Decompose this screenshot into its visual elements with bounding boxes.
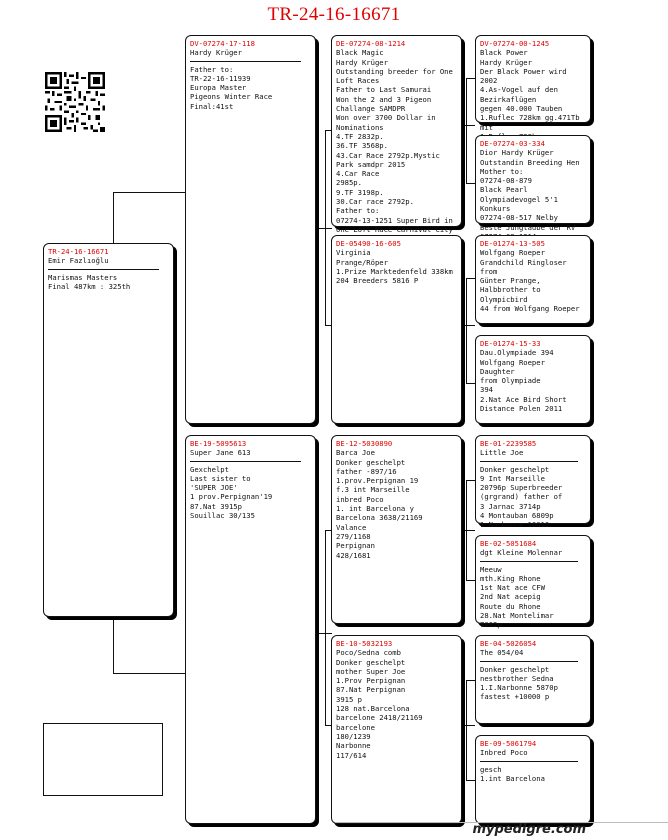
card-line: 4.As-Vogel auf den [480, 85, 558, 95]
card-line: nestbrother Sedna [480, 673, 554, 683]
card-line: 428/1681 [336, 550, 371, 560]
card-line: Poco/Sedna comb [336, 648, 401, 658]
ring-number: BE-19-5095613 [190, 439, 247, 448]
ring-number: TR-24-16-16671 [48, 247, 109, 256]
connector [466, 580, 475, 581]
qr-code-icon [45, 72, 105, 132]
card-line: 87.Nat Perpignan [336, 685, 406, 695]
card-line: (grgrand) father of [480, 492, 563, 502]
card-line: Final:41st [190, 101, 234, 111]
card-line: 1. int Barcelona y [336, 504, 414, 514]
card-separator [480, 461, 578, 462]
card-line: 7062p [480, 620, 502, 630]
card-line: 2nd Nat acepig [480, 592, 541, 602]
pedigree-card-ssd[interactable] [475, 135, 591, 232]
pedigree-card-dss[interactable] [475, 435, 591, 530]
card-line: 43.Car Race 2792p.Mystic [336, 150, 440, 160]
card-line: 'SUPER JOE' [190, 483, 238, 493]
card-line: Marismas Masters [48, 272, 118, 282]
ring-number: BE-12-5030890 [336, 439, 393, 448]
card-line: 279/1168 [336, 531, 371, 541]
connector [462, 125, 475, 126]
card-line: 1.I.Narbonne 5870p [480, 683, 558, 693]
card-line: 128 nat.Barcelona [336, 704, 410, 714]
ring-number: DE-01274-15-33 [480, 339, 541, 348]
connector [113, 616, 114, 673]
card-line: 44 from Wolfgang Roeper [480, 304, 580, 314]
connector [466, 78, 475, 79]
card-separator [190, 461, 301, 462]
card-line: dgt Kleine Molennar [480, 548, 563, 558]
ring-number: BE-01-2239585 [480, 439, 537, 448]
card-line: Donker geschelpt [336, 657, 406, 667]
card-line: f.3 int Marseille [336, 485, 410, 495]
pedigree-card-dsd[interactable] [475, 535, 591, 630]
card-line: Wolfgang Roeper [480, 248, 545, 258]
pedigree-card-sdd[interactable] [475, 335, 591, 424]
card-line: from [480, 266, 498, 276]
card-line: 4 Montauban 6809p [480, 511, 554, 521]
connector [466, 383, 475, 384]
connector [466, 480, 475, 481]
card-line: 9 Int Marseille [480, 473, 545, 483]
pedigree-card-subject[interactable] [43, 243, 174, 617]
card-line: Route du Rhone [480, 601, 541, 611]
card-line: Perpignan [336, 541, 375, 551]
connector [113, 192, 185, 193]
card-line: Gexchelpt [190, 464, 229, 474]
card-line: Hardy Krüger [190, 48, 242, 58]
card-line: 87.Nat 3915p [190, 501, 242, 511]
connector [462, 325, 475, 326]
card-line: Last sister to [190, 473, 251, 483]
ring-number: DE-05490-16-605 [336, 239, 401, 248]
card-line: barcelone 2418/21169 [336, 713, 423, 723]
card-line: 3 Jarnac 3714p [480, 501, 541, 511]
card-line: Meeuw [480, 564, 502, 574]
ring-number: DV-07274-00-1245 [480, 39, 550, 48]
connector [466, 78, 467, 183]
card-line: Hardy Krüger [336, 57, 388, 67]
card-line: Final 487km : 325th [48, 281, 131, 291]
card-line: Mother to: [480, 166, 524, 176]
card-line: mth.King Rhone [480, 573, 541, 583]
card-line: Loft Races [336, 76, 380, 86]
card-line: Bezirkaflügen [480, 94, 537, 104]
connector [466, 780, 475, 781]
card-line: 9.TF 3198p. [336, 187, 384, 197]
connector [325, 530, 326, 725]
card-line: 2.Nat Ace Bird Short [480, 394, 567, 404]
card-line: 180/1239 [336, 731, 371, 741]
connector [317, 633, 332, 634]
card-separator [190, 61, 301, 62]
card-line: Super Jane 613 [190, 448, 251, 458]
card-line: Won the 2 and 3 Pigeon [336, 94, 432, 104]
card-line: 394 [480, 385, 493, 395]
connector [466, 183, 475, 184]
card-line: Grandchild Ringloser [480, 257, 567, 267]
card-line: 4.Car Race [336, 169, 380, 179]
card-line: Inbred Poco [480, 748, 528, 758]
card-line: Prange/Röper [336, 257, 388, 267]
card-line: gegen 40.000 Tauben [480, 104, 563, 114]
card-line: 1st Nat ace CFW [480, 583, 545, 593]
pedigree-card-sire-sire[interactable] [331, 35, 462, 234]
card-line: mother Super Joe [336, 666, 406, 676]
ring-number: DV-07274-17-118 [190, 39, 255, 48]
ring-number: BE-04-5026054 [480, 639, 537, 648]
card-line: Emir Fazlıoğlu [48, 256, 109, 266]
card-line: Park samdpr 2015 [336, 159, 406, 169]
pedigree-card-dds[interactable] [475, 635, 591, 724]
brand-logo: mypedigre.com [472, 822, 586, 837]
card-line: Donker geschelpt [336, 457, 406, 467]
card-line: 1.int Barcelona [480, 773, 545, 783]
card-line: barcelone [336, 722, 375, 732]
card-line: 1 Narbonne 10010 [480, 520, 550, 530]
card-line: 3915 p [336, 694, 362, 704]
page-title: TR-24-16-16671 [267, 4, 401, 25]
card-line: Beste Jungtaube der RV [480, 222, 576, 232]
card-line: from Olympiade [480, 376, 541, 386]
pedigree-card-sire[interactable] [185, 35, 316, 424]
card-line: Donker geschelpt [480, 664, 550, 674]
card-line: 1.prov.Perpignan 19 [336, 476, 419, 486]
connector [462, 725, 475, 726]
card-line: 07274-08-517 Nelby [480, 213, 558, 223]
card-line: Der Black Power wird 2002 [480, 66, 571, 86]
card-line: 2985p. [336, 178, 362, 188]
pedigree-card-sire-dam[interactable] [331, 235, 462, 424]
card-line: Nominations [336, 122, 384, 132]
pedigree-card-dam-dam[interactable] [331, 635, 462, 824]
card-line: Black Power [480, 48, 528, 58]
card-line: Günter Prange, [480, 276, 541, 286]
card-line: 28.Nat Montelimar [480, 611, 554, 621]
card-line: Narbonne [336, 741, 371, 751]
card-line: Outstanding breeder for One [336, 66, 453, 76]
connector [113, 192, 114, 244]
card-line: Virginia [336, 248, 371, 258]
card-separator [480, 761, 578, 762]
card-line: 1.Prov Perpignan [336, 676, 406, 686]
card-line: 204 Breeders 5816 P [336, 276, 419, 286]
card-line: 4.TF 2832p. [336, 131, 384, 141]
card-line: TR-22-16-11939 [190, 73, 251, 83]
card-line: Halbbrother to Olympicbird [480, 285, 545, 304]
card-line: Father to Last Samurai [336, 85, 432, 95]
connector [462, 530, 475, 531]
card-line: Souillac 30/135 [190, 511, 255, 521]
card-line: Dior Hardy Krüger [480, 148, 554, 158]
card-line: The 054/04 [480, 648, 524, 658]
card-line: Black Magic [336, 48, 384, 58]
card-line: Olympiadevogel 5'1 Konkurs [480, 194, 563, 214]
card-line: 1 prov.Perpignan'19 [190, 492, 273, 502]
card-line: Donker geschelpt [480, 464, 550, 474]
card-line: Europa Master [190, 83, 247, 93]
ring-number: BE-09-5061794 [480, 739, 537, 748]
card-line: 1.Prize Marktedenfeld 338km [336, 266, 453, 276]
card-line: 117/614 [336, 750, 367, 760]
card-line: Distance Polen 2011 [480, 404, 563, 414]
card-line: 36.TF 3568p. [336, 141, 388, 151]
card-line: father -897/16 [336, 466, 397, 476]
card-line: Hardy Krüger [480, 57, 532, 67]
card-line: 20796p Superbreeder [480, 483, 563, 493]
pedigree-card-dam[interactable] [185, 435, 316, 824]
card-line: Barca Joe [336, 448, 375, 458]
connector [113, 673, 185, 674]
connector [317, 228, 332, 229]
card-line: Little Joe [480, 448, 524, 458]
card-line: Valance [336, 522, 367, 532]
card-separator [480, 661, 578, 662]
card-line: Challange SAMDPR [336, 104, 406, 114]
card-line: 1.Ruflec 728km gg.471Tb [480, 113, 580, 123]
card-line: fastest +10000 p [480, 692, 550, 702]
card-line: 30.Car race 2792p. [336, 197, 414, 207]
card-separator [480, 561, 578, 562]
ring-number: BE-02-5051684 [480, 539, 537, 548]
pedigree-card-dam-sire[interactable] [331, 435, 462, 624]
pedigree-card-sds[interactable] [475, 235, 591, 324]
card-line: inbred Poco [336, 494, 384, 504]
ring-number: DE-01274-13-505 [480, 239, 545, 248]
card-line: mit [480, 122, 493, 132]
card-line: Father to: [336, 206, 380, 216]
pedigree-card-ddd[interactable] [475, 735, 591, 824]
card-line: 07274-13-1251 Super Bird in [336, 215, 453, 225]
connector [466, 278, 467, 383]
card-line: Father to: [190, 64, 234, 74]
ring-number: BE-10-5032193 [336, 639, 393, 648]
card-line: 07274-08-879 [480, 176, 532, 186]
card-line: Won over 3700 Dollar in [336, 113, 436, 123]
connector [466, 278, 475, 279]
card-line: Outstandin Breeding Hen [480, 157, 580, 167]
card-line: One Loft Race Carnival City [336, 224, 453, 234]
ring-number: DE-07274-03-334 [480, 139, 545, 148]
ring-number: DE-07274-08-1214 [336, 39, 406, 48]
card-line: Dau.Olympiade 394 [480, 348, 554, 358]
card-line: Black Pearl [480, 185, 528, 195]
card-line: Pigeons Winter Race [190, 92, 273, 102]
card-line: Daughter [480, 366, 515, 376]
card-line: Wolfgang Roeper [480, 357, 545, 367]
card-separator [48, 269, 159, 270]
connector [466, 680, 467, 780]
card-line: gesch [480, 764, 502, 774]
pedigree-card-sss[interactable] [475, 35, 591, 132]
card-line: Barcelona 3638/21169 [336, 513, 423, 523]
connector [466, 680, 475, 681]
photo-placeholder [43, 723, 163, 796]
